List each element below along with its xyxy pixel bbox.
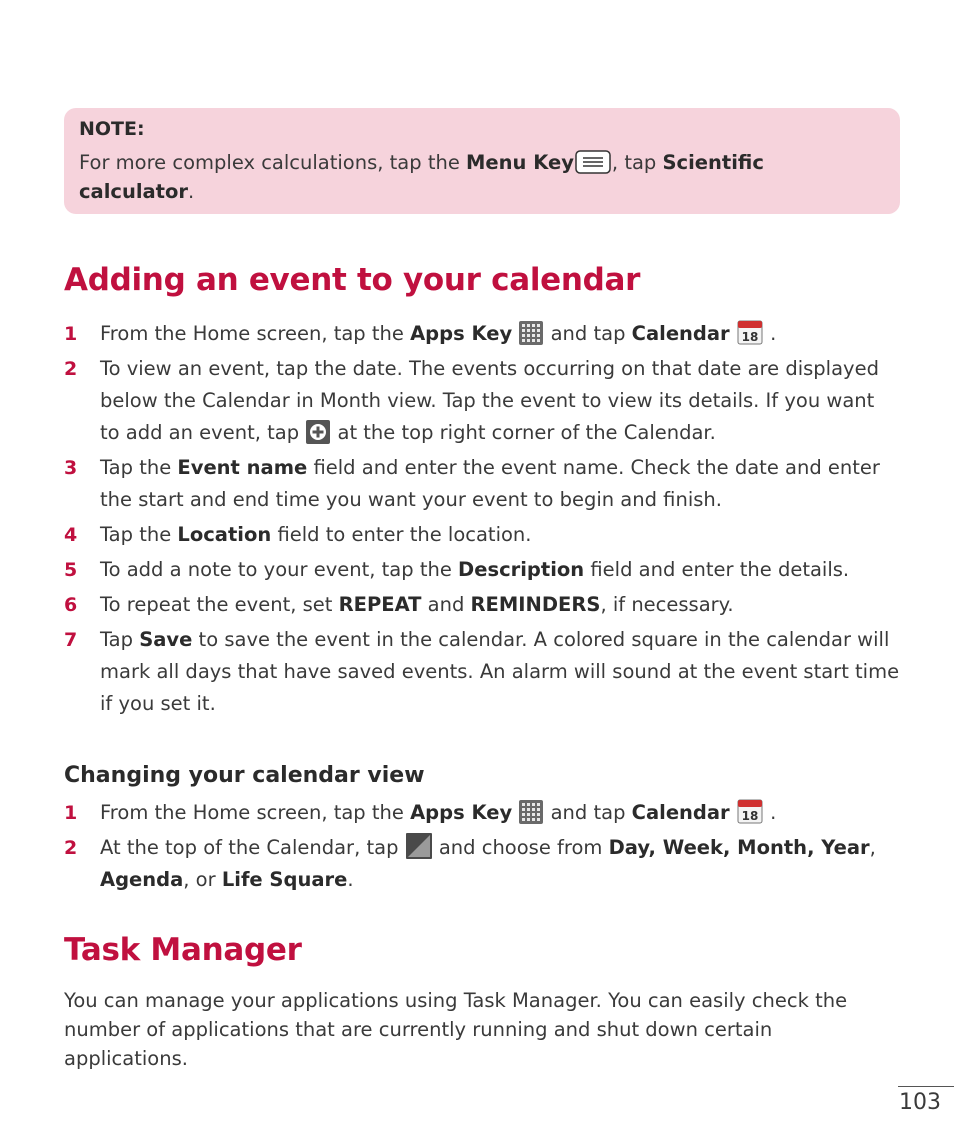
step-number: 3 [64,457,78,479]
list-item: 1 From the Home screen, tap the Apps Key and tap Calendar 18 . [0,318,900,350]
step-number: 1 [64,802,78,824]
page-number-rule [898,1086,954,1087]
step-number: 2 [64,837,78,859]
list-item: 6 To repeat the event, set REPEAT and REMINDERS, if necessary. [0,589,900,621]
step-number: 5 [64,559,78,581]
note-title: NOTE: [79,118,145,140]
step-number: 7 [64,629,78,651]
list-item: 3 Tap the Event name field and enter the event name. Check the date and enter the start and end time you want your event to begin and finish. [0,452,900,516]
section-heading-calendar: Adding an event to your calendar [64,262,641,298]
apps-key-icon [519,800,543,824]
list-item: 1 From the Home screen, tap the Apps Key and tap Calendar 18 . [0,797,900,829]
step-number: 4 [64,524,78,546]
list-item: 5 To add a note to your event, tap the Description field and enter the details. [0,554,900,586]
view-switch-icon [406,833,432,859]
svg-text:18: 18 [741,330,759,344]
menu-key-icon [575,150,611,174]
step-number: 1 [64,323,78,345]
calendar-icon [737,319,763,345]
view-steps [0,797,900,899]
list-item: 2 To view an event, tap the date. The events occurring on that date are displayed below the Calendar in Month view. Tap the event to view its details. If you want to add an event, tap at the top right corner of the Calendar. [0,353,900,449]
step-number: 2 [64,358,78,380]
list-item: 7 Tap Save to save the event in the calendar. A colored square in the calendar will mark all days that have saved events. An alarm will sound at the event start time if you set it. [0,624,900,720]
list-item: 2 At the top of the Calendar, tap and choose from Day, Week, Month, Year, Agenda, or Life Square. [0,832,900,896]
note-box [64,108,900,214]
section-heading-task-manager: Task Manager [64,932,302,968]
list-item: 4 Tap the Location field to enter the location. [0,519,900,551]
calendar-icon [737,798,763,824]
apps-key-icon [519,321,543,345]
note-text: For more complex calculations, tap the Menu Key , tap Scientific calculator. [79,151,764,203]
add-event-icon [306,420,330,444]
page-number: 103 [899,1090,941,1115]
step-number: 6 [64,594,78,616]
calendar-steps [0,318,900,723]
subsection-heading: Changing your calendar view [64,763,425,788]
svg-text:18: 18 [741,809,759,823]
task-manager-paragraph: You can manage your applications using Task Manager. You can easily check the number of applications that are currently running and shut down certain applications. [64,989,848,1070]
